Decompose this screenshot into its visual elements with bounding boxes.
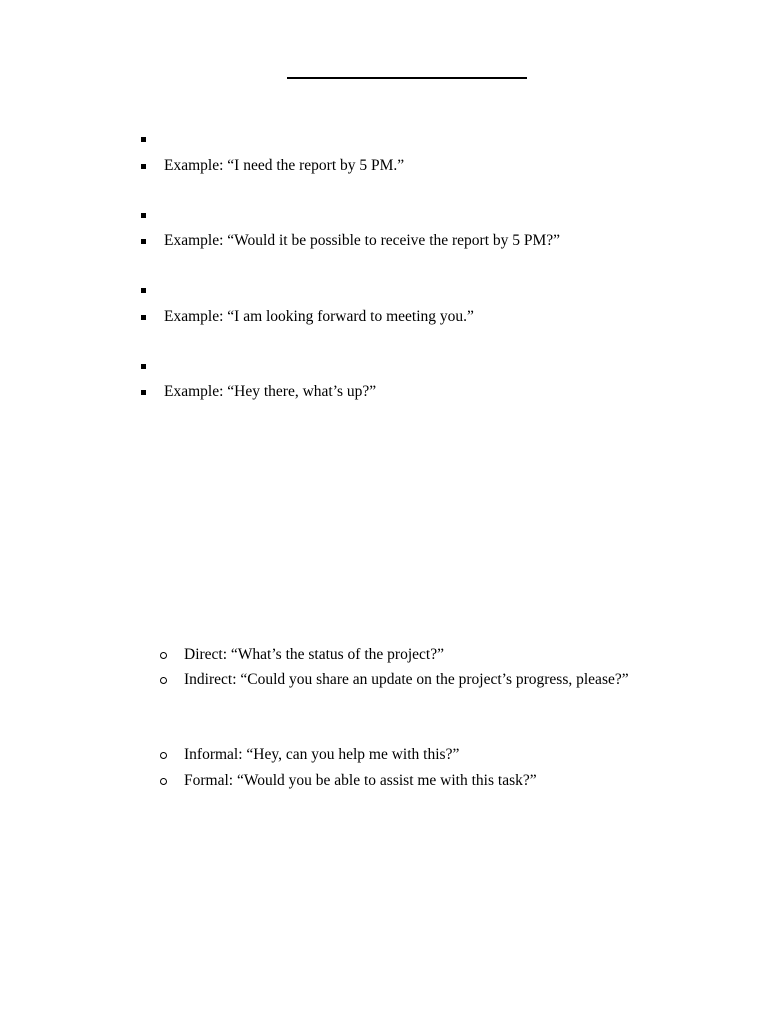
list-item	[0, 307, 768, 327]
list-item	[0, 356, 768, 376]
sub-list-item	[0, 645, 768, 665]
list-item-text: Example: “I need the report by 5 PM.”	[164, 157, 405, 174]
square-bullet-icon	[141, 239, 146, 244]
square-bullet-icon	[141, 315, 146, 320]
list-item-text: Example: “Hey there, what’s up?”	[164, 383, 377, 400]
square-bullet-icon	[141, 288, 146, 293]
sub-list-item	[0, 771, 768, 791]
square-bullet-icon	[141, 164, 146, 169]
list-item	[0, 231, 768, 251]
square-bullet-icon	[141, 364, 146, 369]
square-bullet-icon	[141, 213, 146, 218]
sub-list-item-text: Indirect: “Could you share an update on the project’s progress, please?”	[184, 671, 629, 688]
list-item-text: Example: “Would it be possible to receive the report by 5 PM?”	[164, 232, 561, 249]
list-item-text: Example: “I am looking forward to meeting you.”	[164, 308, 474, 325]
list-item	[0, 382, 768, 402]
circle-bullet-icon	[160, 652, 167, 659]
sub-list-item-text: Informal: “Hey, can you help me with this?”	[184, 746, 460, 763]
list-item	[0, 280, 768, 300]
circle-bullet-icon	[160, 752, 167, 759]
sub-list-item	[0, 670, 768, 690]
sub-list-item-text: Direct: “What’s the status of the project?”	[184, 646, 444, 663]
circle-bullet-icon	[160, 778, 167, 785]
sub-list-item-text: Formal: “Would you be able to assist me with this task?”	[184, 772, 537, 789]
sub-list-item	[0, 745, 768, 765]
square-bullet-icon	[141, 390, 146, 395]
list-item	[0, 129, 768, 149]
title-underline	[287, 77, 527, 79]
list-item	[0, 156, 768, 176]
square-bullet-icon	[141, 137, 146, 142]
circle-bullet-icon	[160, 677, 167, 684]
list-item	[0, 205, 768, 225]
